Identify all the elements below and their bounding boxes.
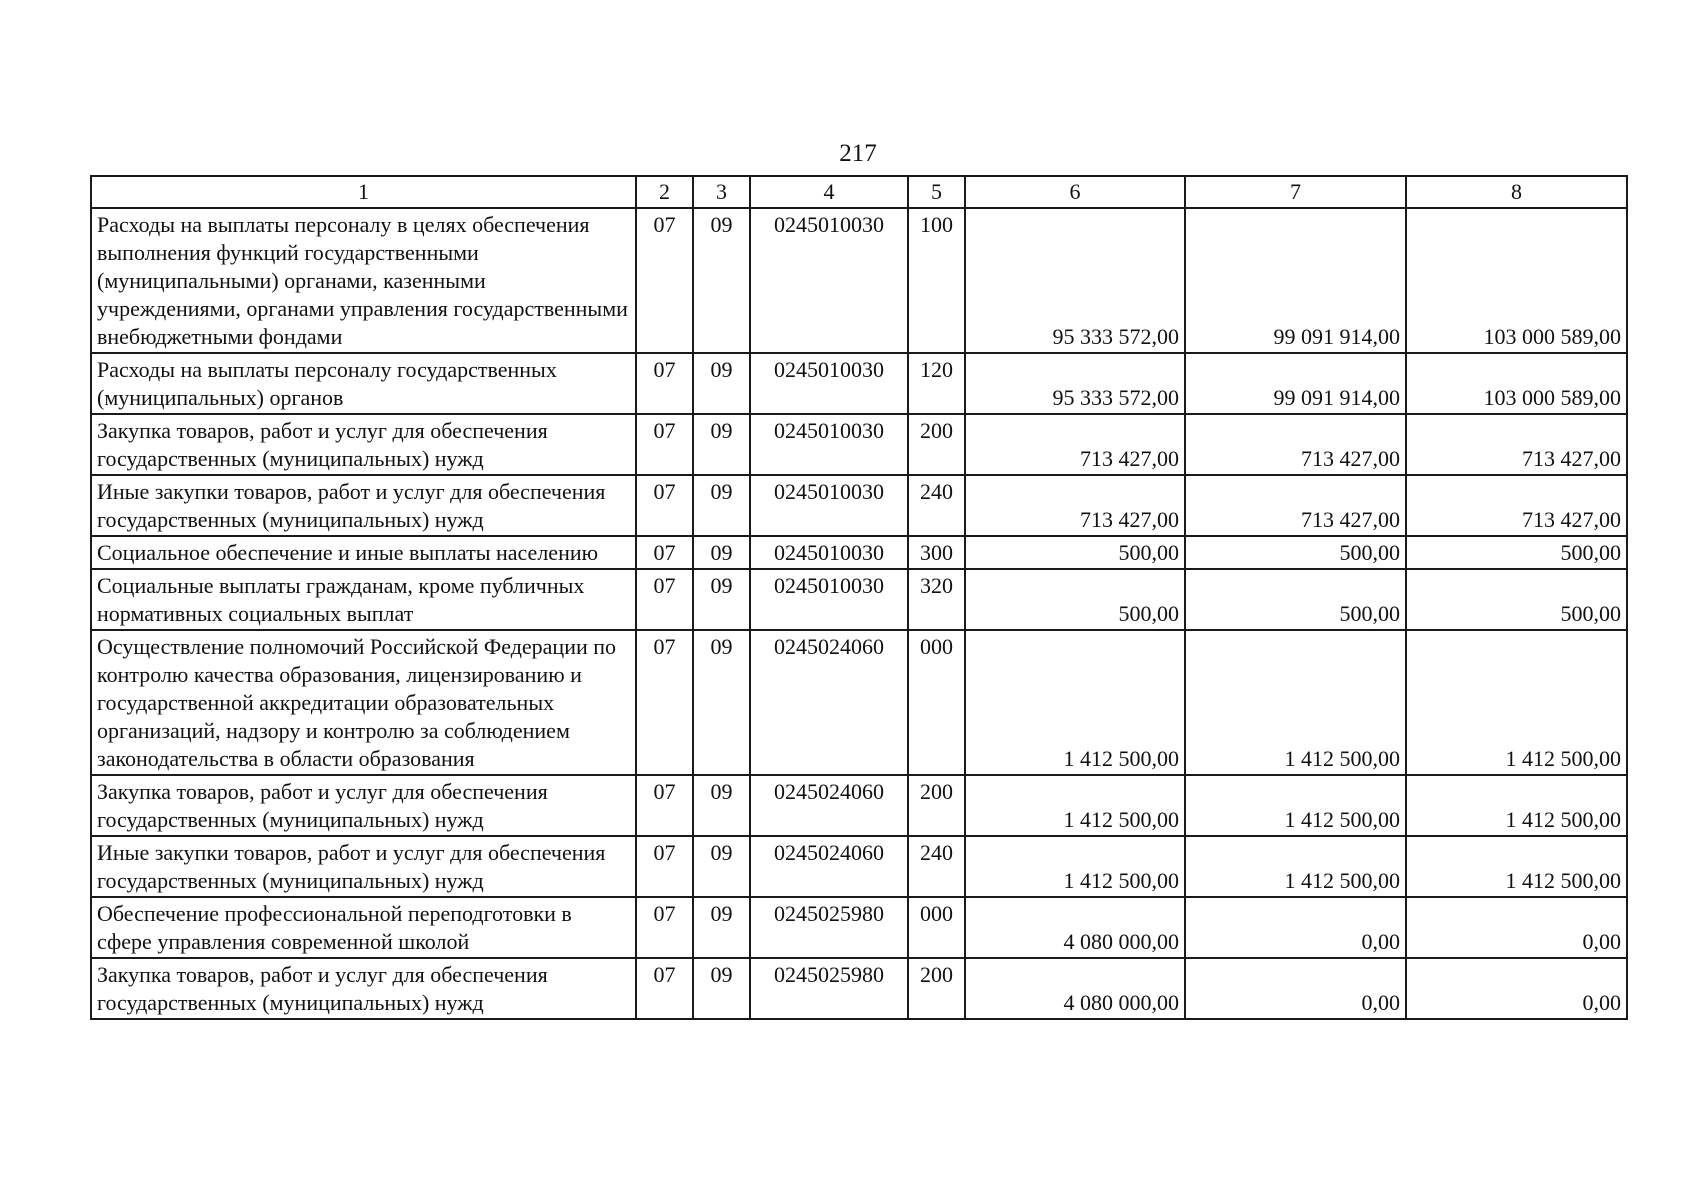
section-code: 07 [636, 475, 693, 536]
subsection-code: 09 [693, 475, 750, 536]
amount-col-7: 500,00 [1185, 536, 1406, 569]
amount-col-6: 713 427,00 [965, 414, 1185, 475]
section-code: 07 [636, 208, 693, 353]
subsection-code: 09 [693, 353, 750, 414]
amount-col-8: 103 000 589,00 [1406, 208, 1627, 353]
table-row [91, 897, 1627, 958]
subsection-code: 09 [693, 836, 750, 897]
target-article-code: 0245025980 [750, 958, 908, 1019]
subsection-code: 09 [693, 536, 750, 569]
table-row [91, 958, 1627, 1019]
expense-name: Закупка товаров, работ и услуг для обеспечения государственных (муниципальных) нужд [91, 775, 636, 836]
amount-col-8: 500,00 [1406, 536, 1627, 569]
amount-col-8: 713 427,00 [1406, 414, 1627, 475]
amount-col-8: 0,00 [1406, 897, 1627, 958]
column-header-8: 8 [1406, 176, 1627, 208]
expense-name: Обеспечение профессиональной переподготовки в сфере управления современной школой [91, 897, 636, 958]
table-row [91, 630, 1627, 775]
section-code: 07 [636, 897, 693, 958]
table-row [91, 569, 1627, 630]
amount-col-6: 500,00 [965, 569, 1185, 630]
table-row [91, 536, 1627, 569]
expense-name: Расходы на выплаты персоналу государственных (муниципальных) органов [91, 353, 636, 414]
amount-col-8: 500,00 [1406, 569, 1627, 630]
amount-col-6: 1 412 500,00 [965, 630, 1185, 775]
target-article-code: 0245010030 [750, 536, 908, 569]
expense-type-code: 000 [908, 897, 965, 958]
target-article-code: 0245025980 [750, 897, 908, 958]
amount-col-7: 713 427,00 [1185, 475, 1406, 536]
expense-type-code: 320 [908, 569, 965, 630]
expense-type-code: 240 [908, 836, 965, 897]
table-row [91, 208, 1627, 353]
expense-type-code: 240 [908, 475, 965, 536]
amount-col-6: 713 427,00 [965, 475, 1185, 536]
budget-table [90, 175, 1628, 1020]
subsection-code: 09 [693, 208, 750, 353]
section-code: 07 [636, 414, 693, 475]
section-code: 07 [636, 569, 693, 630]
column-header-5: 5 [908, 176, 965, 208]
column-header-6: 6 [965, 176, 1185, 208]
expense-type-code: 200 [908, 414, 965, 475]
column-header-1: 1 [91, 176, 636, 208]
amount-col-7: 713 427,00 [1185, 414, 1406, 475]
expense-name: Социальные выплаты гражданам, кроме публичных нормативных социальных выплат [91, 569, 636, 630]
table-row [91, 475, 1627, 536]
expense-type-code: 000 [908, 630, 965, 775]
expense-type-code: 200 [908, 958, 965, 1019]
amount-col-7: 1 412 500,00 [1185, 836, 1406, 897]
amount-col-6: 95 333 572,00 [965, 208, 1185, 353]
expense-type-code: 300 [908, 536, 965, 569]
subsection-code: 09 [693, 897, 750, 958]
column-header-2: 2 [636, 176, 693, 208]
expense-type-code: 200 [908, 775, 965, 836]
amount-col-7: 99 091 914,00 [1185, 353, 1406, 414]
table-row [91, 353, 1627, 414]
expense-name: Иные закупки товаров, работ и услуг для обеспечения государственных (муниципальных) нужд [91, 836, 636, 897]
target-article-code: 0245024060 [750, 630, 908, 775]
expense-type-code: 100 [908, 208, 965, 353]
target-article-code: 0245010030 [750, 353, 908, 414]
amount-col-7: 99 091 914,00 [1185, 208, 1406, 353]
target-article-code: 0245010030 [750, 208, 908, 353]
column-header-4: 4 [750, 176, 908, 208]
amount-col-6: 500,00 [965, 536, 1185, 569]
target-article-code: 0245010030 [750, 414, 908, 475]
amount-col-6: 4 080 000,00 [965, 958, 1185, 1019]
amount-col-8: 1 412 500,00 [1406, 630, 1627, 775]
target-article-code: 0245024060 [750, 836, 908, 897]
amount-col-6: 4 080 000,00 [965, 897, 1185, 958]
amount-col-7: 1 412 500,00 [1185, 630, 1406, 775]
amount-col-7: 500,00 [1185, 569, 1406, 630]
section-code: 07 [636, 958, 693, 1019]
section-code: 07 [636, 536, 693, 569]
expense-name: Закупка товаров, работ и услуг для обеспечения государственных (муниципальных) нужд [91, 414, 636, 475]
column-header-7: 7 [1185, 176, 1406, 208]
amount-col-8: 1 412 500,00 [1406, 775, 1627, 836]
subsection-code: 09 [693, 630, 750, 775]
expense-name: Социальное обеспечение и иные выплаты населению [91, 536, 636, 569]
expense-name: Осуществление полномочий Российской Федерации по контролю качества образования, лицензированию и государственной аккредитации образовательных организаций, надзору и контролю за соблюдением законодательства в области образования [91, 630, 636, 775]
section-code: 07 [636, 630, 693, 775]
amount-col-6: 1 412 500,00 [965, 836, 1185, 897]
header-row [91, 176, 1627, 208]
table-row [91, 414, 1627, 475]
amount-col-7: 0,00 [1185, 897, 1406, 958]
amount-col-6: 1 412 500,00 [965, 775, 1185, 836]
target-article-code: 0245010030 [750, 569, 908, 630]
amount-col-8: 103 000 589,00 [1406, 353, 1627, 414]
expense-name: Иные закупки товаров, работ и услуг для обеспечения государственных (муниципальных) нужд [91, 475, 636, 536]
expense-type-code: 120 [908, 353, 965, 414]
section-code: 07 [636, 775, 693, 836]
target-article-code: 0245024060 [750, 775, 908, 836]
expense-name: Закупка товаров, работ и услуг для обеспечения государственных (муниципальных) нужд [91, 958, 636, 1019]
table-row [91, 836, 1627, 897]
subsection-code: 09 [693, 958, 750, 1019]
amount-col-8: 1 412 500,00 [1406, 836, 1627, 897]
section-code: 07 [636, 836, 693, 897]
table-row [91, 775, 1627, 836]
subsection-code: 09 [693, 775, 750, 836]
expense-name: Расходы на выплаты персоналу в целях обеспечения выполнения функций государственными (муниципальными) органами, казенными учреждениями, органами управления государственными внебюджетными фондами [91, 208, 636, 353]
amount-col-6: 95 333 572,00 [965, 353, 1185, 414]
amount-col-7: 1 412 500,00 [1185, 775, 1406, 836]
subsection-code: 09 [693, 414, 750, 475]
amount-col-7: 0,00 [1185, 958, 1406, 1019]
target-article-code: 0245010030 [750, 475, 908, 536]
amount-col-8: 713 427,00 [1406, 475, 1627, 536]
subsection-code: 09 [693, 569, 750, 630]
amount-col-8: 0,00 [1406, 958, 1627, 1019]
column-header-3: 3 [693, 176, 750, 208]
section-code: 07 [636, 353, 693, 414]
page-number: 217 [839, 140, 877, 167]
